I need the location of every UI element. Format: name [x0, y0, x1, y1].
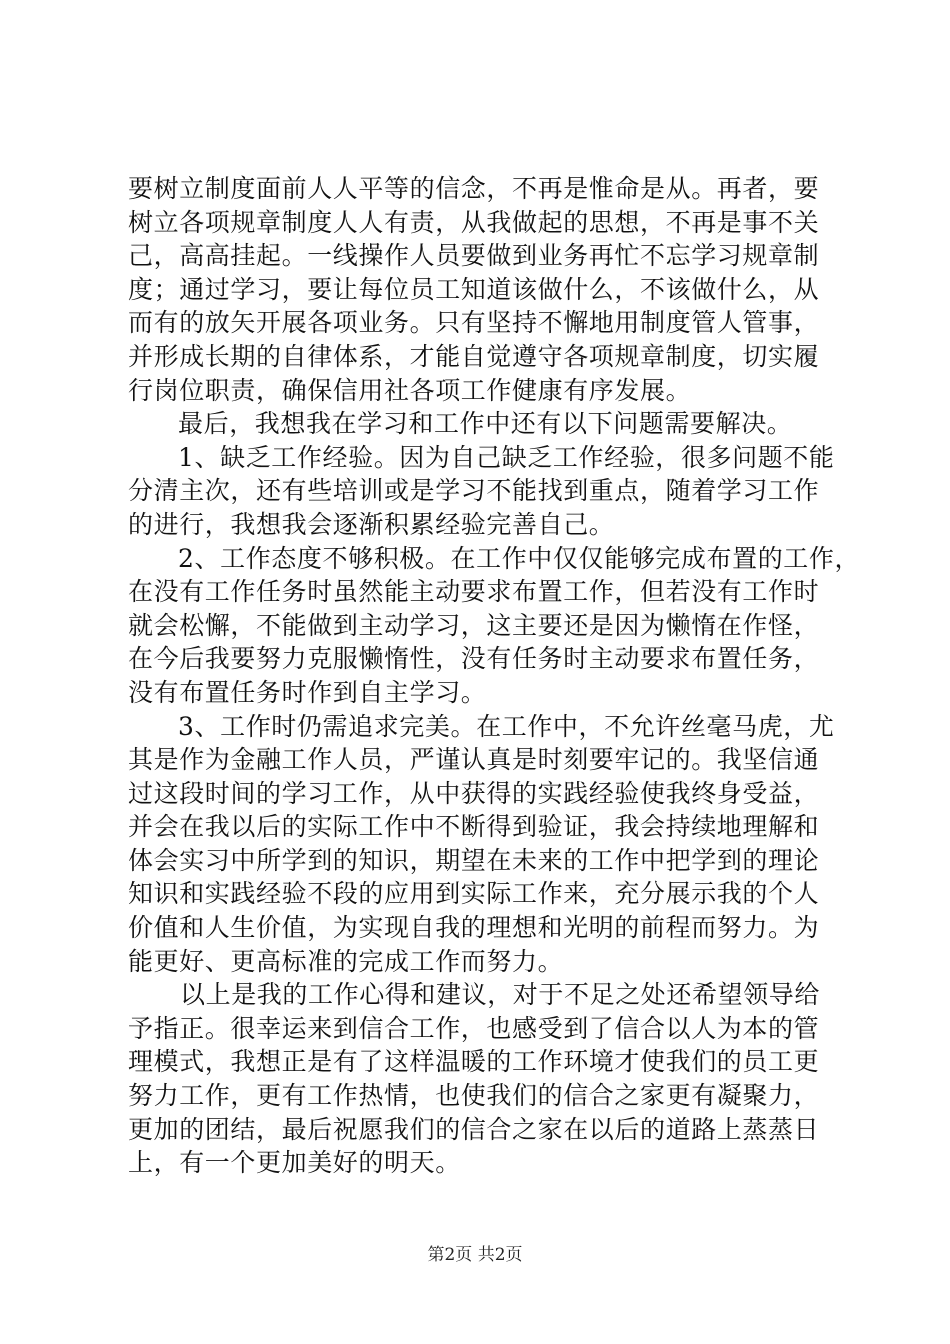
text-line: 树立各项规章制度人人有责，从我做起的思想，不再是事不关: [128, 207, 820, 237]
text-line: 过这段时间的学习工作，从中获得的实践经验使我终身受益，: [128, 778, 820, 808]
text-line: 己，高高挂起。一线操作人员要做到业务再忙不忘学习规章制: [128, 241, 820, 271]
text-line: 的进行，我想我会逐渐积累经验完善自己。: [128, 509, 615, 539]
text-line: 知识和实践经验不段的应用到实际工作来，充分展示我的个人: [128, 879, 820, 909]
body-text: [128, 172, 861, 1180]
text-line: 体会实习中所学到的知识，期望在未来的工作中把学到的理论: [128, 845, 820, 875]
text-line: 分清主次，还有些培训或是学习不能找到重点，随着学习工作: [128, 476, 820, 506]
page-number-footer: 第2页 共2页: [427, 1245, 523, 1265]
text-line: 要树立制度面前人人平等的信念，不再是惟命是从。再者，要: [128, 174, 820, 203]
paragraph-start-line: 以上是我的工作心得和建议，对于不足之处还希望领导给: [180, 980, 821, 1010]
paragraph-start-line: 2、工作态度不够积极。在工作中仅仅能够完成布置的工作，: [178, 543, 861, 573]
text-line: 并形成长期的自律体系，才能自觉遵守各项规章制度，切实履: [128, 341, 820, 371]
text-line: 没有布置任务时作到自主学习。: [128, 677, 487, 707]
text-line: 价值和人生价值，为实现自我的理想和光明的前程而努力。为: [128, 913, 820, 943]
text-line: 理模式，我想正是有了这样温暖的工作环境才使我们的员工更: [128, 1047, 820, 1077]
text-line: 就会松懈，不能做到主动学习，这主要还是因为懒惰在作怪，: [128, 610, 820, 640]
text-line: 上，有一个更加美好的明天。: [128, 1148, 461, 1178]
text-line: 能更好、更高标准的完成工作而努力。: [128, 946, 564, 976]
text-line: 予指正。很幸运来到信合工作，也感受到了信合以人为本的管: [128, 1013, 820, 1043]
text-line: 在没有工作任务时虽然能主动要求布置工作，但若没有工作时: [128, 577, 820, 607]
paragraph-start-line: 1、缺乏工作经验。因为自己缺乏工作经验，很多问题不能: [178, 442, 835, 472]
text-line: 在今后我要努力克服懒惰性，没有任务时主动要求布置任务，: [128, 644, 820, 674]
text-line: 而有的放矢开展各项业务。只有坚持不懈地用制度管人管事，: [128, 308, 820, 338]
text-line: 更加的团结，最后祝愿我们的信合之家在以后的道路上蒸蒸日: [128, 1114, 820, 1144]
paragraph-start-line: 最后，我想我在学习和工作中还有以下问题需要解决。: [178, 409, 793, 439]
text-line: 其是作为金融工作人员，严谨认真是时刻要牢记的。我坚信通: [128, 745, 820, 775]
paragraph-start-line: 3、工作时仍需追求完美。在工作中，不允许丝毫马虎，尤: [178, 711, 835, 741]
text-line: 并会在我以后的实际工作中不断得到验证，我会持续地理解和: [128, 812, 820, 842]
text-line: 度；通过学习，要让每位员工知道该做什么，不该做什么，从: [128, 274, 820, 304]
text-line: 努力工作，更有工作热情，也使我们的信合之家更有凝聚力，: [128, 1081, 820, 1111]
text-line: 行岗位职责，确保信用社各项工作健康有序发展。: [128, 375, 692, 405]
